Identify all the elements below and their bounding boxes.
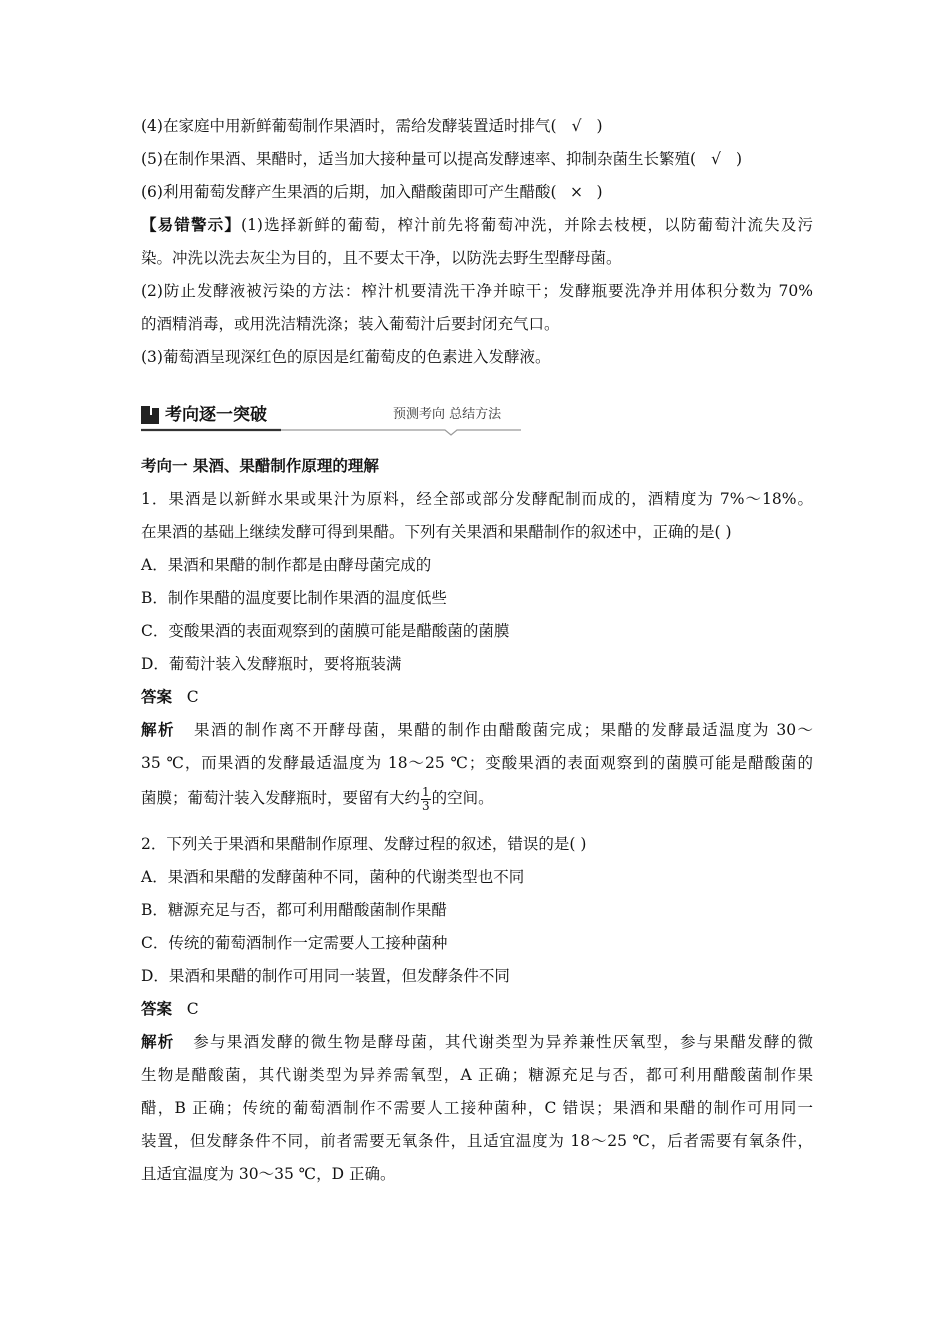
question-2-option-c: C．传统的葡萄酒制作一定需要人工接种菌种 <box>141 934 448 952</box>
cross-mark: × <box>570 183 584 201</box>
analysis-text: 的空间。 <box>431 789 494 807</box>
analysis-text: 菌膜；葡萄汁装入发酵瓶时，要留有大约 <box>141 789 421 807</box>
section-title: 考向逐一突破 <box>165 405 267 425</box>
fraction-one-third <box>421 786 431 813</box>
section-rule <box>141 428 521 436</box>
question-2-option-a: A．果酒和果醋的发酵菌种不同，菌种的代谢类型也不同 <box>141 868 525 886</box>
warning-paragraph-2-line-2: 的酒精消毒，或用洗洁精洗涤；装入葡萄汁后要封闭充气口。 <box>141 315 560 333</box>
section-square-icon <box>141 406 159 424</box>
question-1-stem-line-2: 在果酒的基础上继续发酵可得到果醋。下列有关果酒和果醋制作的叙述中，正确的是( ) <box>141 523 732 541</box>
warning-paragraph-2-line-1: (2)防止发酵液被污染的方法：榨汁机要清洗干净并晾干；发酵瓶要洗净并用体积分数为 70% <box>141 282 813 300</box>
question-1-option-b: B．制作果醋的温度要比制作果酒的温度低些 <box>141 589 447 607</box>
answer-value: C <box>186 1000 199 1018</box>
warning-paragraph-3: (3)葡萄酒呈现深红色的原因是红葡萄皮的色素进入发酵液。 <box>141 348 551 366</box>
close-paren: ) <box>596 183 603 201</box>
question-2-option-d: D．果酒和果醋的制作可用同一装置，但发酵条件不同 <box>141 967 510 985</box>
statement-text: (4)在家庭中用新鲜葡萄制作果酒时，需给发酵装置适时排气( <box>141 117 557 135</box>
analysis-label: 解析 <box>141 1032 175 1051</box>
topic-heading: 考向一 果酒、果醋制作原理的理解 <box>141 456 379 475</box>
question-2-answer <box>141 999 199 1019</box>
warning-text: (1)选择新鲜的葡萄，榨汁前先将葡萄冲洗，并除去枝梗，以防葡萄汁流失及污 <box>241 216 813 234</box>
question-2-analysis-line-2: 生物是醋酸菌，其代谢类型为异养需氧型，A 正确；糖源充足与否，都可利用醋酸菌制作果 <box>141 1066 813 1084</box>
analysis-text: 果酒的制作离不开酵母菌，果醋的制作由醋酸菌完成；果醋的发酵最适温度为 30～ <box>194 721 813 739</box>
question-2-analysis-line-1 <box>141 1032 813 1052</box>
close-paren: ) <box>736 150 743 168</box>
statement-item-4 <box>141 116 603 136</box>
warning-paragraph-1-line-1 <box>141 215 813 235</box>
answer-label: 答案 <box>141 999 173 1018</box>
warning-paragraph-1-line-2: 染。冲洗以洗去灰尘为目的，且不要太干净，以防洗去野生型酵母菌。 <box>141 249 622 267</box>
warning-label: 【易错警示】 <box>141 215 242 234</box>
analysis-label: 解析 <box>141 720 175 739</box>
question-1-answer <box>141 687 199 707</box>
statement-item-6 <box>141 182 603 202</box>
question-2-analysis-line-3: 醋，B 正确；传统的葡萄酒制作不需要人工接种菌种，C 错误；果酒和果醋的制作可用同一 <box>141 1099 813 1117</box>
section-header <box>141 400 521 434</box>
question-2-analysis-line-4: 装置，但发酵条件不同，前者需要无氧条件，且适宜温度为 18～25 ℃，后者需要有氧条件， <box>141 1132 813 1150</box>
fraction-numerator: 1 <box>422 784 430 799</box>
statement-item-5 <box>141 149 742 169</box>
analysis-text: 参与果酒发酵的微生物是酵母菌，其代谢类型为异养兼性厌氧型，参与果醋发酵的微 <box>193 1033 813 1051</box>
check-mark: √ <box>711 150 721 168</box>
close-paren: ) <box>596 117 603 135</box>
question-2-option-b: B．糖源充足与否，都可利用醋酸菌制作果醋 <box>141 901 447 919</box>
question-1-option-d: D．葡萄汁装入发酵瓶时，要将瓶装满 <box>141 655 402 673</box>
statement-text: (6)利用葡萄发酵产生果酒的后期，加入醋酸菌即可产生醋酸( <box>141 183 557 201</box>
fraction-denominator: 3 <box>422 798 430 813</box>
answer-value: C <box>186 688 199 706</box>
check-mark: √ <box>571 117 582 135</box>
statement-text: (5)在制作果酒、果醋时，适当加大接种量可以提高发酵速率、抑制杂菌生长繁殖( <box>141 150 697 168</box>
question-2-stem: 2．下列关于果酒和果醋制作原理、发酵过程的叙述，错误的是( ) <box>141 835 587 853</box>
question-1-analysis-line-3 <box>141 784 494 813</box>
question-1-option-a: A．果酒和果醋的制作都是由酵母菌完成的 <box>141 556 432 574</box>
question-1-analysis-line-1 <box>141 720 813 740</box>
question-1-option-c: C．变酸果酒的表面观察到的菌膜可能是醋酸菌的菌膜 <box>141 622 510 640</box>
section-subtitle: 预测考向 总结方法 <box>393 407 502 422</box>
question-1-stem-line-1: 1．果酒是以新鲜水果或果汁为原料，经全部或部分发酵配制而成的，酒精度为 7%～18%。 <box>141 490 813 508</box>
answer-label: 答案 <box>141 687 173 706</box>
question-1-analysis-line-2: 35 ℃，而果酒的发酵最适温度为 18～25 ℃；变酸果酒的表面观察到的菌膜可能是醋酸菌的 <box>141 754 813 772</box>
question-2-analysis-line-5: 且适宜温度为 30～35 ℃，D 正确。 <box>141 1165 396 1183</box>
